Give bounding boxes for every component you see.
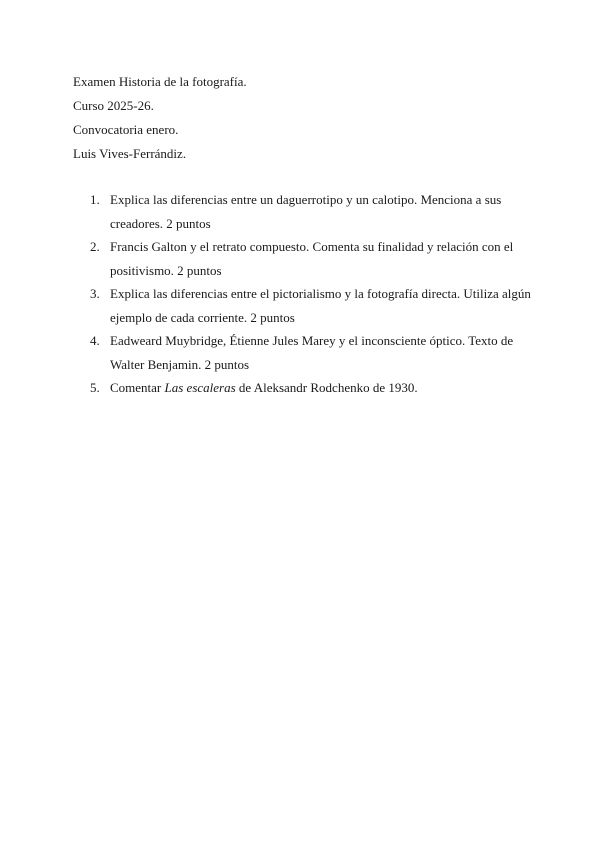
exam-title: Examen Historia de la fotografía.: [73, 74, 247, 89]
question-text-before: Comentar: [110, 380, 165, 395]
question-item: [73, 329, 533, 376]
question-item: [73, 188, 533, 235]
exam-session: Convocatoria enero.: [73, 122, 179, 137]
artwork-title: Las escaleras: [164, 380, 236, 395]
question-text: Explica las diferencias entre un daguerrotipo y un calotipo. Menciona a sus creadores. 2 puntos: [110, 192, 502, 231]
question-text: Explica las diferencias entre el pictorialismo y la fotografía directa. Utiliza algún ejemplo de cada corriente. 2 puntos: [110, 286, 531, 325]
question-text: Francis Galton y el retrato compuesto. Comenta su finalidad y relación con el positivismo. 2 puntos: [110, 239, 514, 278]
question-number: 3.: [90, 286, 100, 301]
question-number: 5.: [90, 380, 100, 395]
exam-header: [73, 70, 533, 166]
question-item: [73, 282, 533, 329]
question-number: 2.: [90, 239, 100, 254]
question-number: 4.: [90, 333, 100, 348]
question-text-after: de Aleksandr Rodchenko de 1930.: [235, 380, 418, 395]
question-text: [110, 380, 418, 395]
question-text: Eadweard Muybridge, Étienne Jules Marey y el inconsciente óptico. Texto de Walter Benjamin. 2 puntos: [110, 333, 514, 372]
question-item: [73, 235, 533, 282]
question-item: [73, 376, 533, 400]
question-number: 1.: [90, 192, 100, 207]
author-name: Luis Vives-Ferrándiz.: [73, 146, 187, 161]
course-year: Curso 2025-26.: [73, 98, 154, 113]
question-list: [73, 188, 533, 400]
